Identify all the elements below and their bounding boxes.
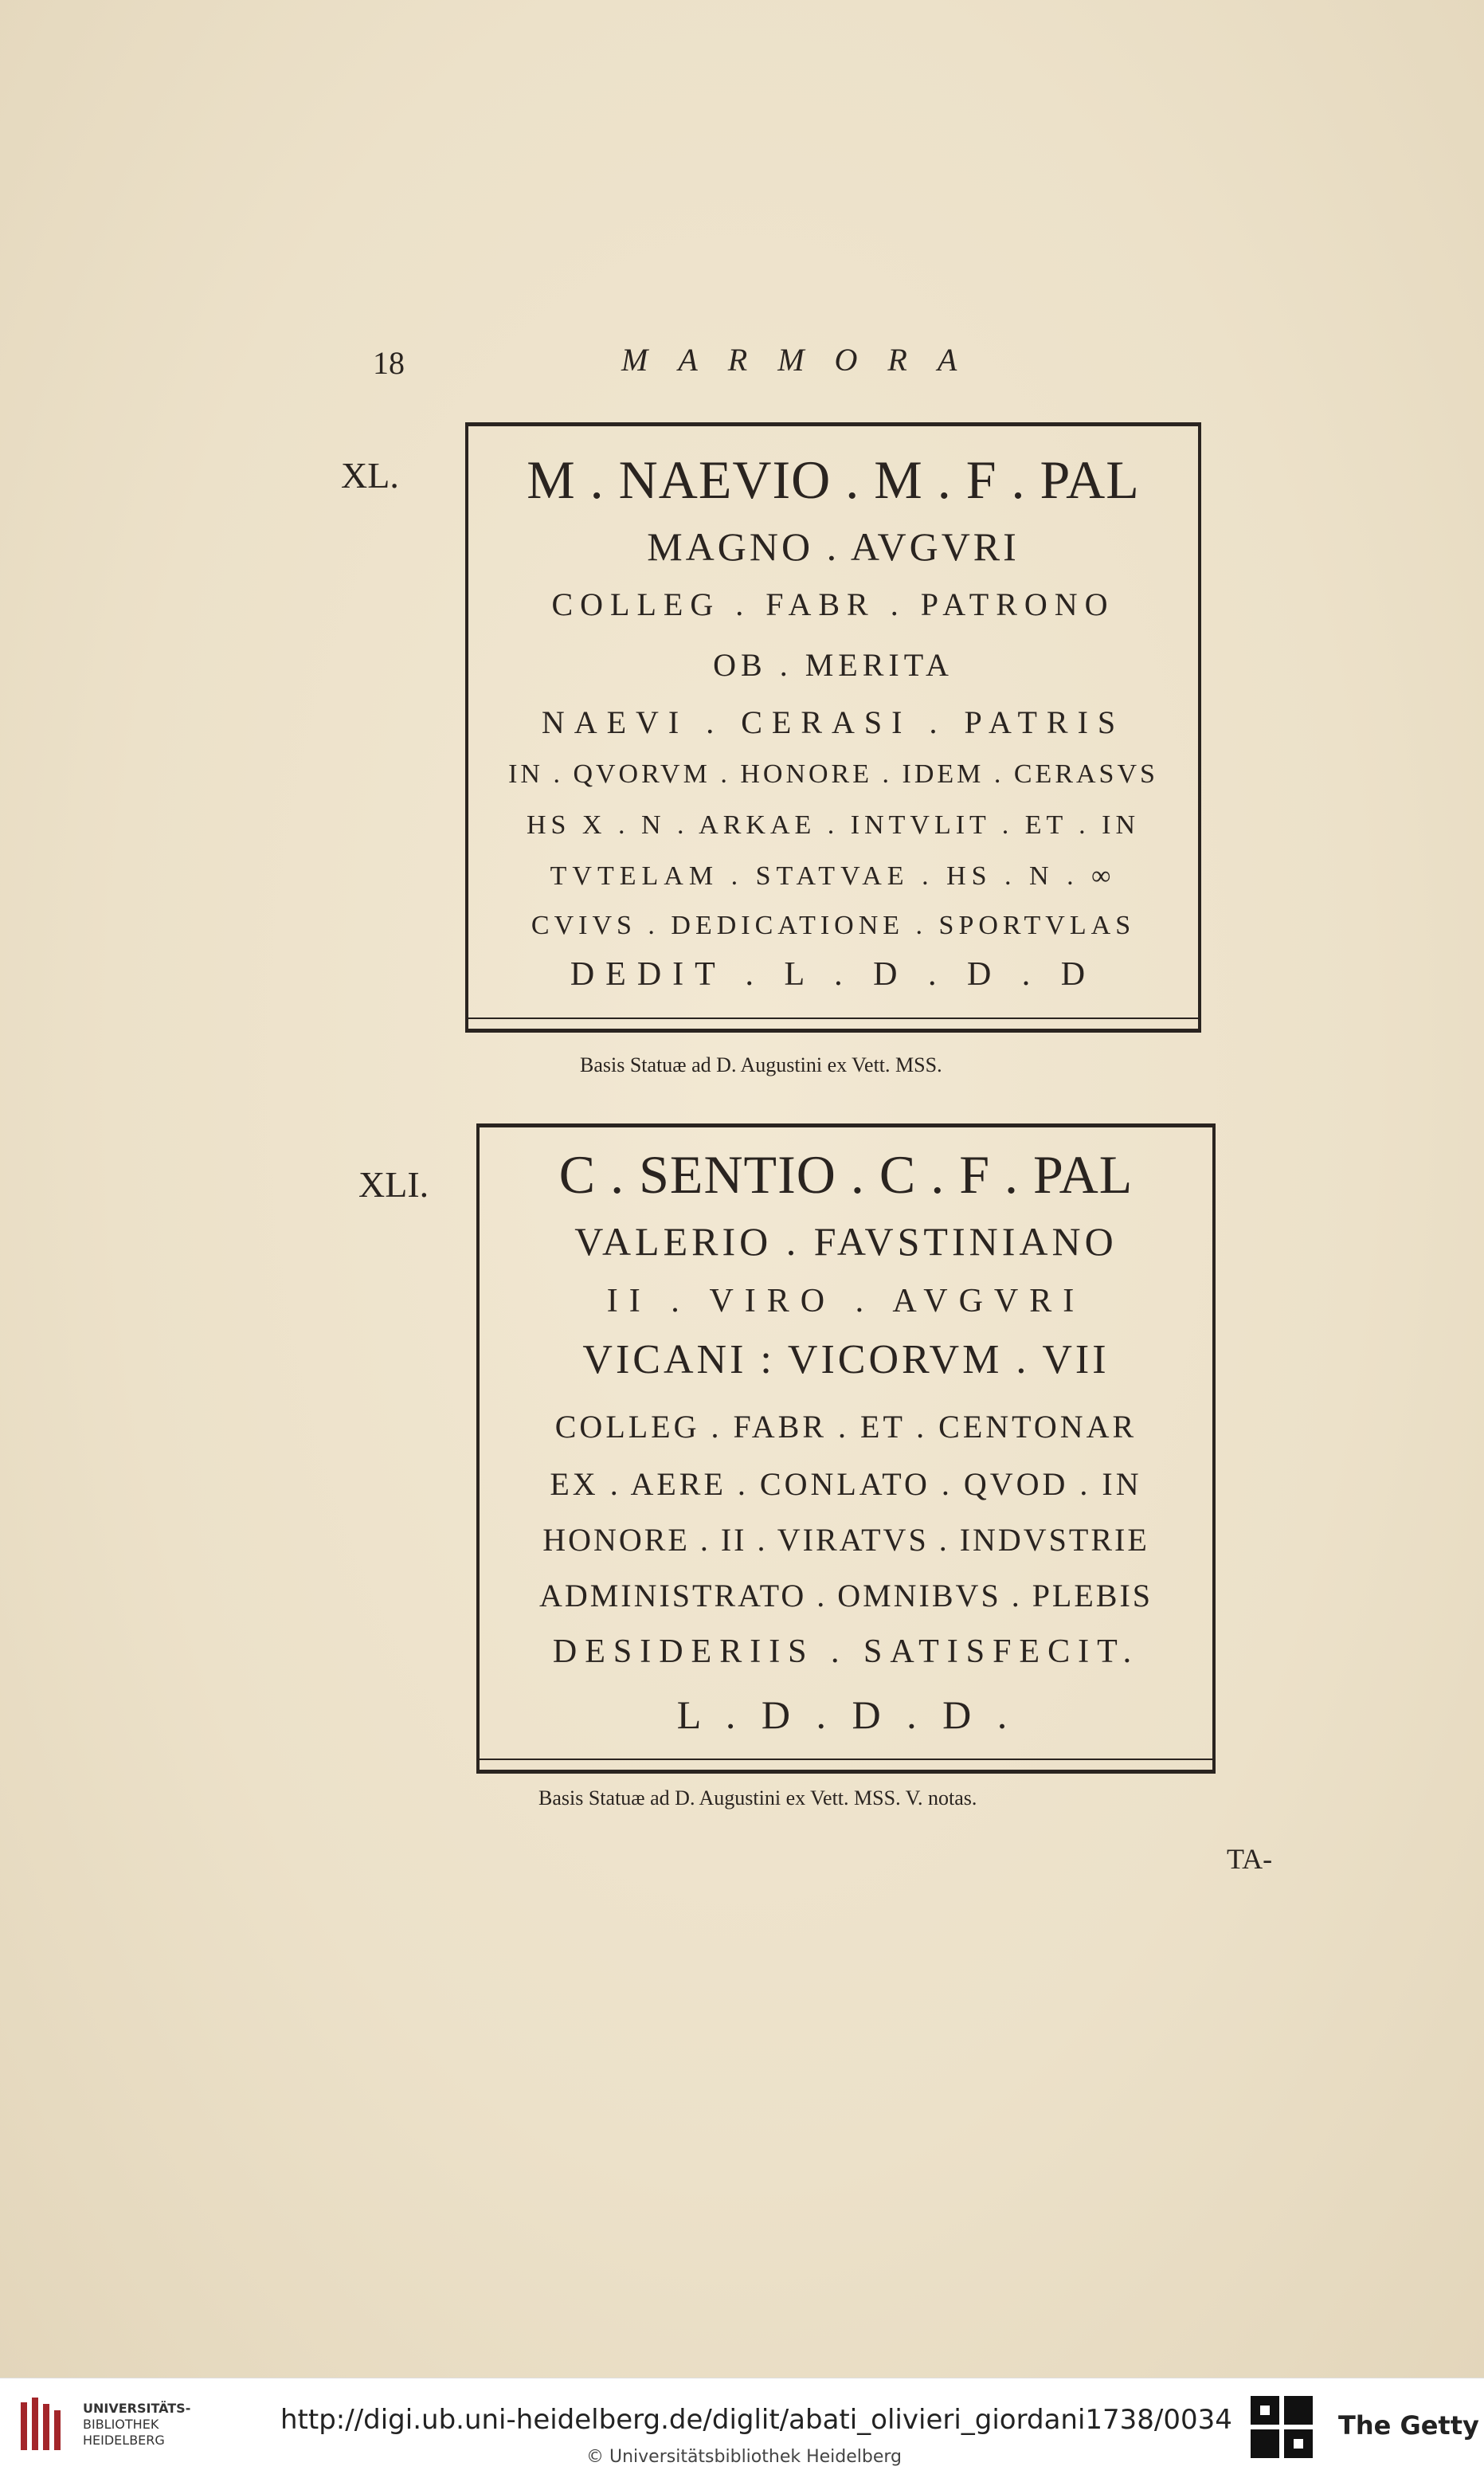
catchword: TA- [1227,1843,1273,1875]
inscription-line: OB . MERITA [713,647,953,683]
inscription-line: VICANI : VICORVM . VII [582,1337,1110,1382]
permalink[interactable]: http://digi.ub.uni-heidelberg.de/diglit/abati_olivieri_giordani1738/0034 [280,2404,1232,2436]
inscription-line: C . SENTIO . C . F . PAL [558,1144,1134,1205]
inscription-line: HONORE . II . VIRATVS . INDVSTRIE [542,1522,1149,1558]
inscription-line: COLLEG . FABR . PATRONO [551,586,1115,622]
inscription-caption: Basis Statuæ ad D. Augustini ex Vett. MSS. [580,1053,942,1076]
inscription-line: TVTELAM . STATVAE . HS . N . ∞ [550,861,1117,891]
inscription-line: II . VIRO . AVGVRI [606,1283,1086,1319]
inscription-line: MAGNO . AVGVRI [647,524,1020,569]
library-name: UNIVERSITÄTS- BIBLIOTHEK HEIDELBERG [83,2401,191,2448]
inscription-number: XLI. [358,1164,429,1205]
inscription-line: IN . QVORVM . HONORE . IDEM . CERASVS [508,759,1158,789]
inscription-line: M . NAEVIO . M . F . PAL [527,449,1140,510]
inscription-line: DESIDERIIS . SATISFECIT. [552,1633,1140,1670]
inscription-line: NAEVI . CERASI . PATRIS [541,704,1126,740]
inscription-number: XL. [341,455,399,496]
running-head [0,341,1484,389]
inscription-line: VALERIO . FAVSTINIANO [574,1219,1118,1264]
inscription-line: CVIVS . DEDICATIONE . SPORTVLAS [531,911,1136,940]
running-title: MARMORA [621,342,988,378]
inscription-line: COLLEG . FABR . ET . CENTONAR [554,1409,1137,1445]
page-number: 18 [373,345,405,381]
inscription-box [465,422,1201,1033]
inscription-line: DEDIT . L . D . D . D [570,956,1097,993]
inscription-line: ADMINISTRATO . OMNIBVS . PLEBIS [538,1578,1153,1613]
getty-logo-icon[interactable] [1249,2394,1314,2460]
inscription-line: HS X . N . ARKAE . INTVLIT . ET . IN [526,810,1141,840]
inscription-box [476,1123,1216,1774]
ub-heidelberg-logo-icon[interactable] [18,2394,67,2458]
inscription-line: L . D . D . D . [676,1692,1016,1737]
inscription-line: EX . AERE . CONLATO . QVOD . IN [550,1466,1142,1502]
viewer-footer [0,2378,1484,2482]
inscription-caption: Basis Statuæ ad D. Augustini ex Vett. MSS. V. notas. [538,1786,977,1810]
partner-name: The Getty [1338,2410,1479,2441]
copyright-notice: © Universitätsbibliothek Heidelberg [586,2447,903,2467]
